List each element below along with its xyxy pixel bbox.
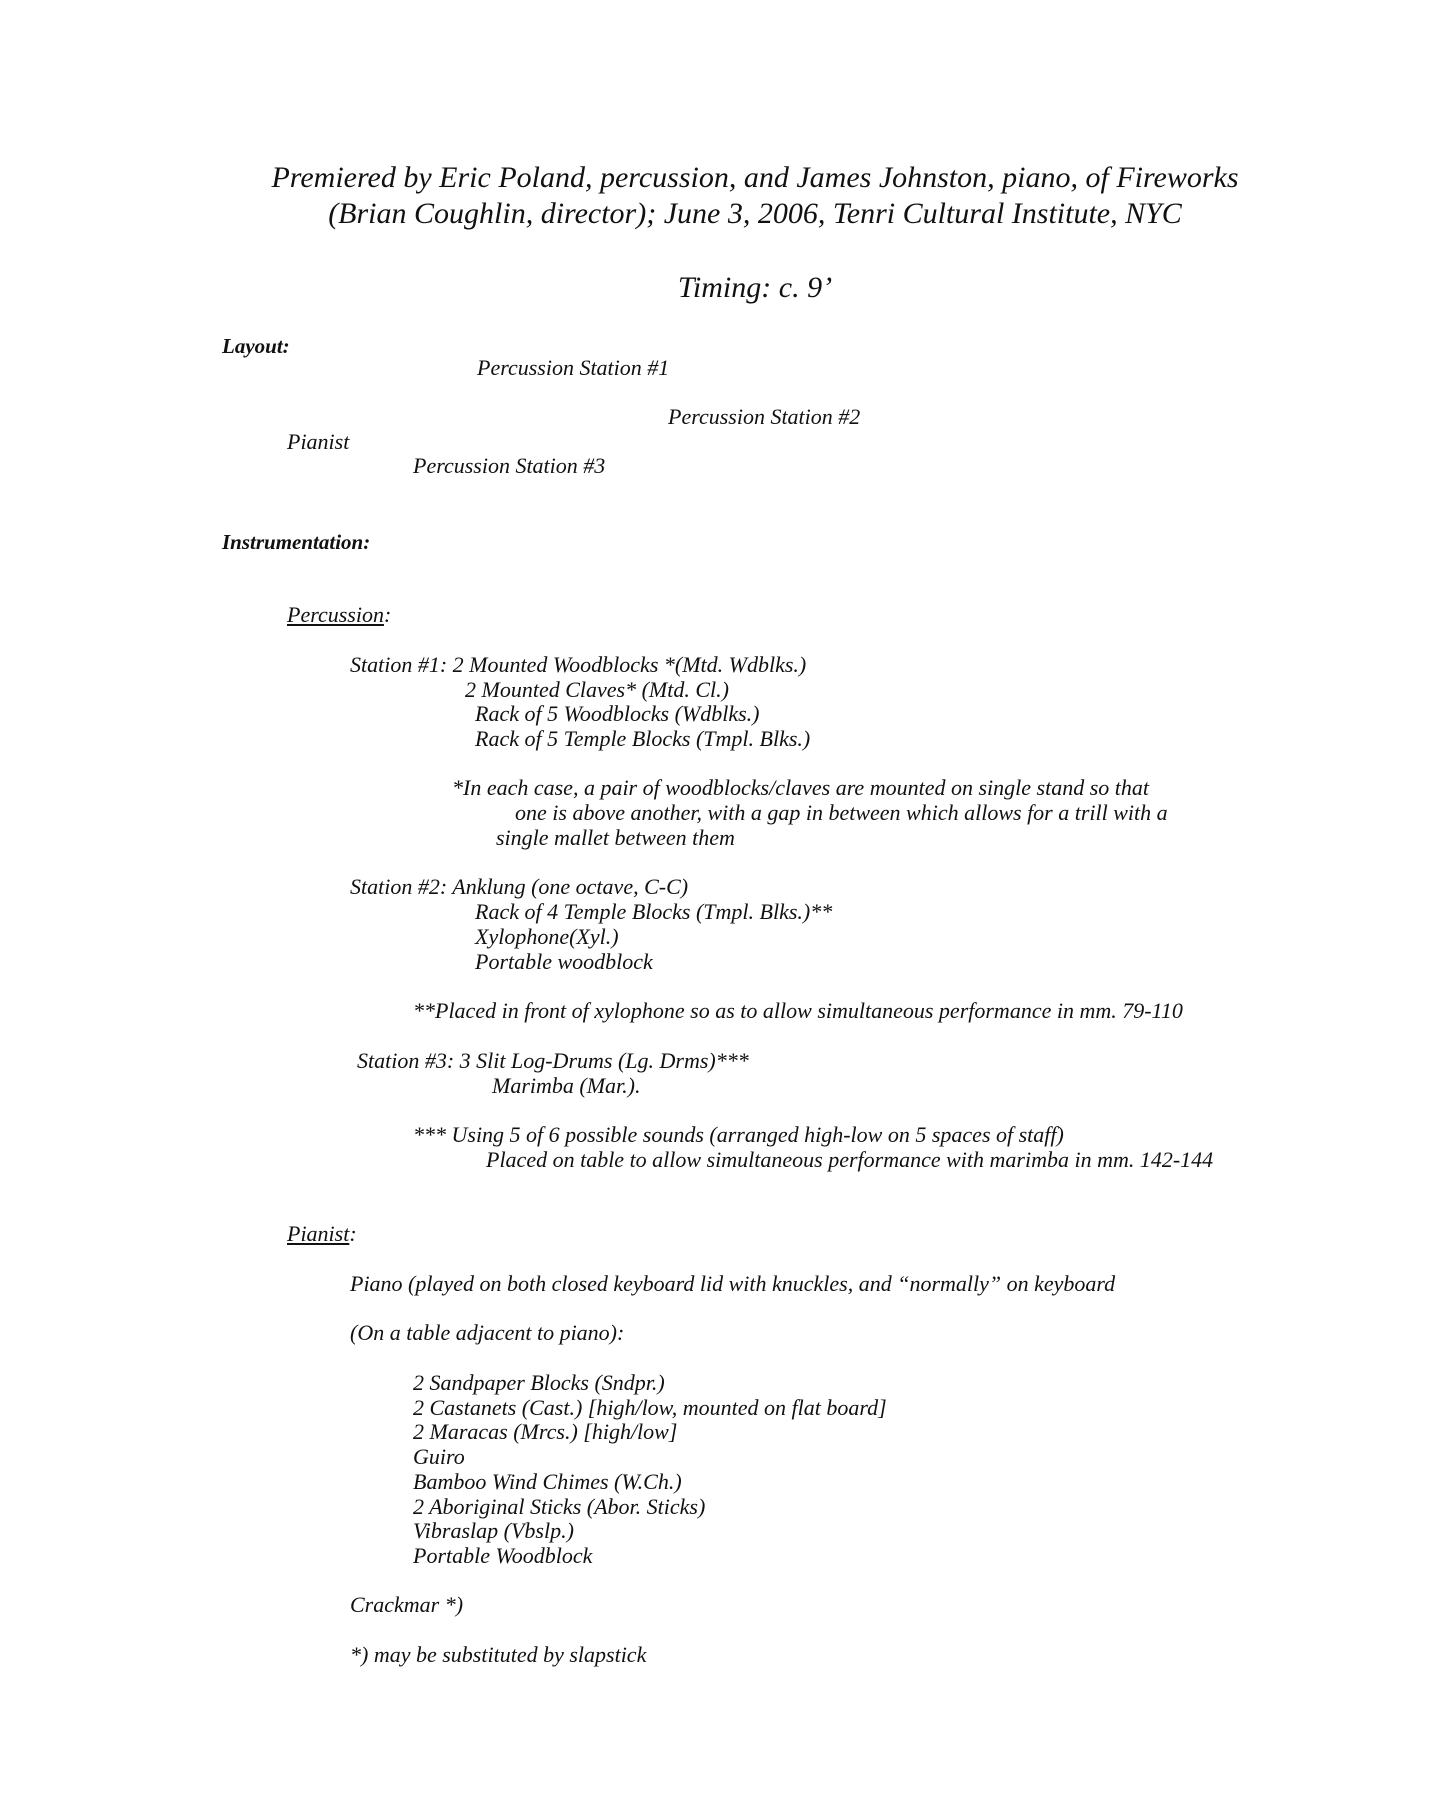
station-3-note: *** Using 5 of 6 possible sounds (arranged high-low on 5 spaces of staff) (413, 1122, 1064, 1147)
premiere-line-1: Premiered by Eric Poland, percussion, and James Johnston, piano, of Fireworks (271, 161, 1239, 194)
layout-station-1: Percussion Station #1 (477, 355, 670, 380)
layout-station-2: Percussion Station #2 (668, 404, 861, 429)
layout-station-3: Percussion Station #3 (413, 453, 606, 478)
pianist-heading-text: Pianist (287, 1221, 350, 1246)
station-1-note: one is above another, with a gap in between which allows for a trill with a (515, 800, 1168, 825)
station-1-note: single mallet between them (496, 825, 735, 850)
pianist-item: Vibraslap (Vbslp.) (413, 1518, 574, 1543)
station-2-item: Xylophone(Xyl.) (475, 924, 619, 949)
pianist-item: Guiro (413, 1444, 465, 1469)
station-3-note: Placed on table to allow simultaneous performance with marimba in mm. 142-144 (486, 1147, 1214, 1172)
pianist-item: Bamboo Wind Chimes (W.Ch.) (413, 1469, 682, 1494)
station-3-item: Marimba (Mar.). (492, 1073, 641, 1098)
piano-description: Piano (played on both closed keyboard lid with knuckles, and “normally” on keyboard (350, 1271, 1116, 1296)
table-note: (On a table adjacent to piano): (350, 1320, 625, 1345)
timing: Timing: c. 9’ (677, 271, 833, 304)
station-1-item: 2 Mounted Claves* (Mtd. Cl.) (465, 677, 729, 702)
station-2-item: Portable woodblock (475, 949, 653, 974)
crackmar: Crackmar *) (350, 1592, 464, 1617)
station-2-title: Station #2: Anklung (one octave, C-C) (350, 874, 689, 899)
percussion-heading-text: Percussion (287, 602, 384, 627)
pianist-item: 2 Castanets (Cast.) [high/low, mounted on flat board] (413, 1395, 887, 1420)
station-3-title: Station #3: 3 Slit Log-Drums (Lg. Drms)*** (357, 1048, 749, 1073)
substitute-note: *) may be substituted by slapstick (350, 1642, 647, 1667)
layout-label: Layout: (222, 334, 290, 358)
pianist-item: 2 Sandpaper Blocks (Sndpr.) (413, 1370, 665, 1395)
station-1-note: *In each case, a pair of woodblocks/claves are mounted on single stand so that (452, 775, 1149, 800)
station-2-note: **Placed in front of xylophone so as to allow simultaneous performance in mm. 79-110 (413, 998, 1183, 1023)
pianist-item: Portable Woodblock (413, 1543, 593, 1568)
premiere-line-2: (Brian Coughlin, director); June 3, 2006, Tenri Cultural Institute, NYC (328, 197, 1182, 230)
station-1-item: Rack of 5 Temple Blocks (Tmpl. Blks.) (475, 726, 811, 751)
station-1-item: Rack of 5 Woodblocks (Wdblks.) (475, 701, 760, 726)
station-1-title: Station #1: 2 Mounted Woodblocks *(Mtd. Wdblks.) (350, 652, 807, 677)
pianist-item: 2 Aboriginal Sticks (Abor. Sticks) (413, 1494, 706, 1519)
station-2-item: Rack of 4 Temple Blocks (Tmpl. Blks.)** (475, 899, 833, 924)
percussion-heading-colon: : (383, 602, 392, 627)
pianist-heading (287, 1221, 357, 1247)
layout-pianist: Pianist (287, 429, 350, 454)
percussion-heading (287, 602, 391, 628)
pianist-heading-colon: : (349, 1221, 357, 1246)
instrumentation-label: Instrumentation: (222, 530, 371, 554)
pianist-item: 2 Maracas (Mrcs.) [high/low] (413, 1419, 678, 1444)
